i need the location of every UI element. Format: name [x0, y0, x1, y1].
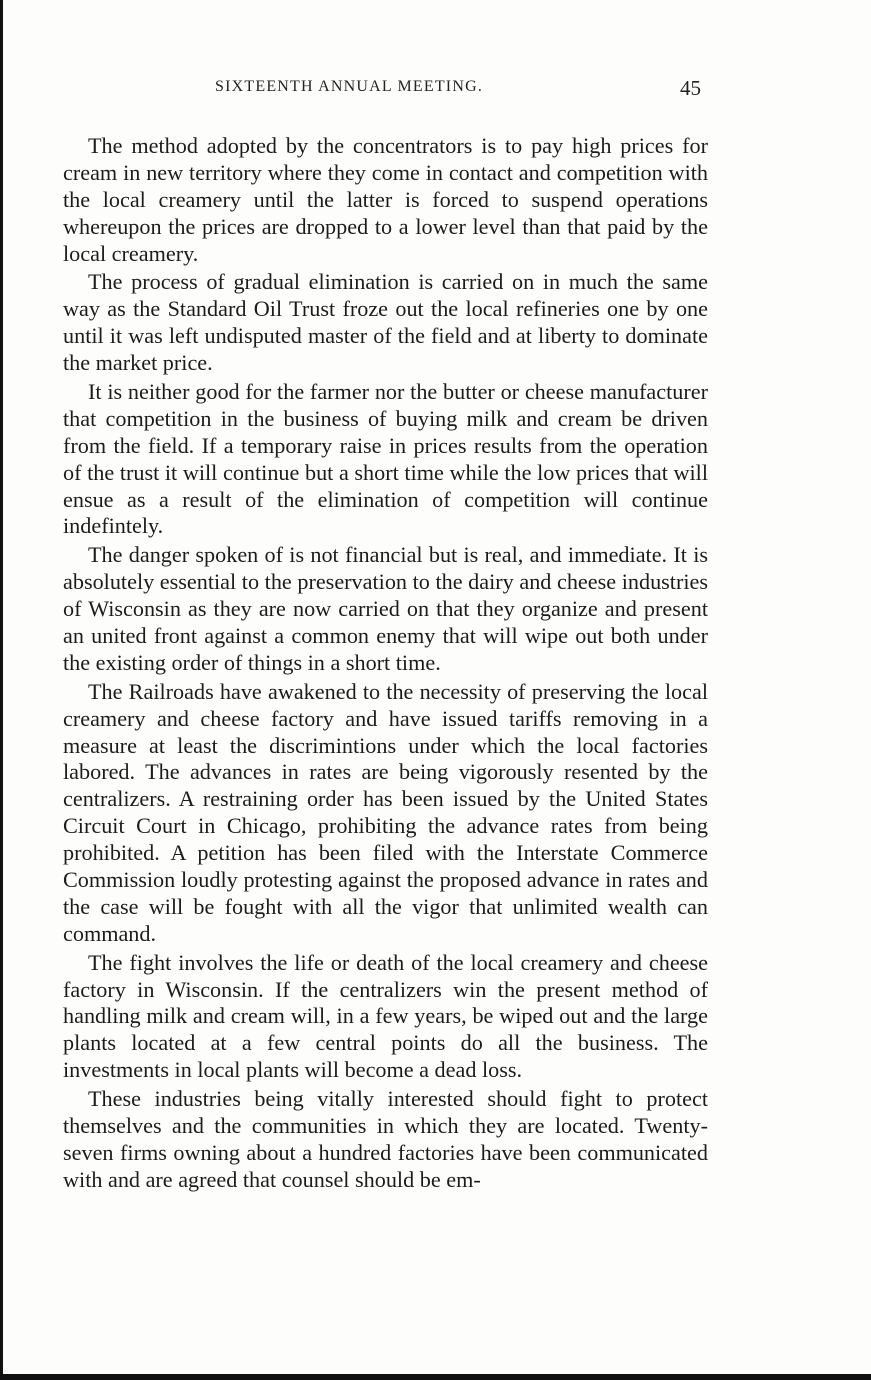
paragraph: The fight involves the life or death of the local creamery and cheese factory in Wisconsin. If the centralizers win the present method of handling milk and cream will, in a few years, be wiped out and the large plants located at a few central points do all the business. The investments in local plants will become a dead loss.	[63, 949, 708, 1083]
scan-border-left	[0, 0, 3, 1380]
paragraph: The process of gradual elimination is carried on in much the same way as the Standard Oil Trust froze out the local refineries one by one until it was left undisputed master of the field and at liberty to dominate the market price.	[63, 269, 708, 376]
scan-border-bottom	[0, 1374, 871, 1380]
page-number: 45	[680, 76, 701, 100]
body-text	[63, 133, 708, 1196]
running-title: SIXTEENTH ANNUAL MEETING.	[215, 78, 484, 95]
paragraph: The method adopted by the concentrators is to pay high prices for cream in new territory where they come in contact and competition with the local creamery until the latter is forced to suspend operations whereupon the prices are dropped to a lower level than that paid by the local creamery.	[63, 133, 708, 266]
paragraph: It is neither good for the farmer nor the butter or cheese manufacturer that competition in the business of buying milk and cream be driven from the field. If a temporary raise in prices results from the operation of the trust it will continue but a short time while the low prices that will ensue as a result of the elimination of competition will continue indefintely.	[63, 378, 708, 539]
paragraph: The Railroads have awakened to the necessity of preserving the local creamery and cheese factory and have issued tariffs removing in a measure at least the discrimintions under which the local factories labored. The advances in rates are being vigorously resented by the centralizers. A restraining order has been issued by the United States Circuit Court in Chicago, prohibiting the advance rates from being prohibited. A petition has been filed with the Interstate Commerce Commission loudly protesting against the proposed advance in rates and the case will be fought with all the vigor that unlimited wealth can command.	[63, 678, 708, 946]
paragraph: The danger spoken of is not financial but is real, and immediate. It is absolutely essential to the preservation to the dairy and cheese industries of Wisconsin as they are now carried on that they organize and present an united front against a common enemy that will wipe out both under the existing order of things in a short time.	[63, 542, 708, 675]
paragraph: These industries being vitally interested should fight to protect themselves and the communities in which they are located. Twenty-seven firms owning about a hundred factories have been communicated with and are agreed that counsel should be em-	[63, 1086, 708, 1192]
